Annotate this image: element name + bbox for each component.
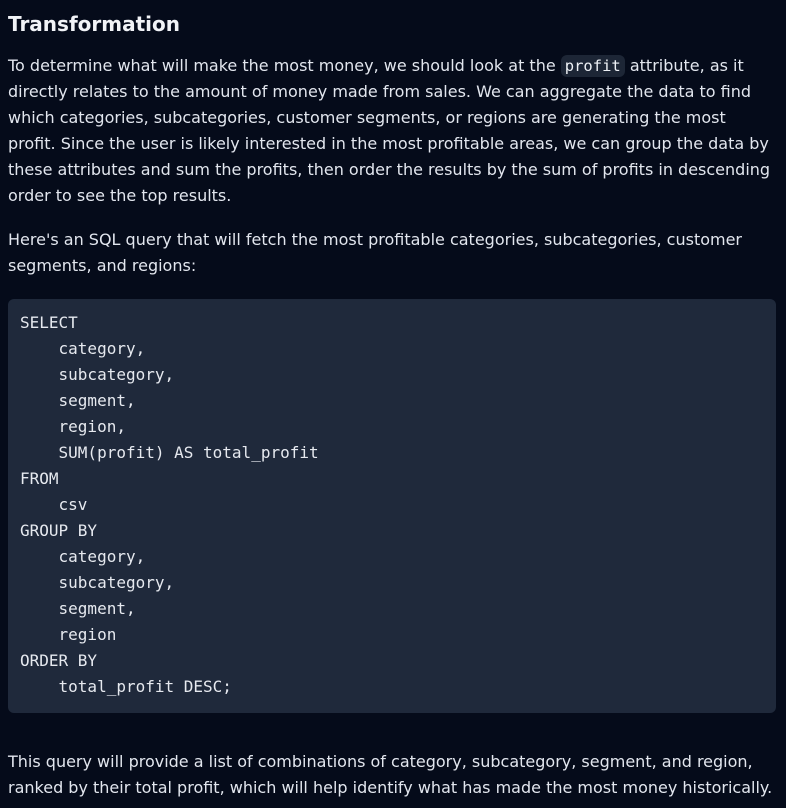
code-line: total_profit DESC;	[20, 677, 232, 696]
intro-text-after: attribute, as it directly relates to the amount of money made from sales. We can aggregate the data to find which categories, subcategories, customer segments, or regions are generating the most profit. Since the user is likely interested in the most profitable areas, we can group the data by these attributes and sum the profits, then order the results by the sum of profits in descending order to see the top results.	[8, 56, 771, 205]
code-line: segment,	[20, 599, 136, 618]
code-line: FROM	[20, 469, 59, 488]
sql-code-block[interactable]	[8, 299, 776, 713]
code-line: region,	[20, 417, 126, 436]
code-line: SELECT	[20, 313, 78, 332]
section-title: Transformation	[8, 12, 180, 36]
inline-code-profit: profit	[561, 55, 625, 77]
query-intro-paragraph: Here's an SQL query that will fetch the most profitable categories, subcategories, customer segments, and regions:	[8, 230, 743, 275]
code-line: GROUP BY	[20, 521, 98, 540]
intro-text-before: To determine what will make the most money, we should look at the	[8, 56, 561, 75]
code-line: SUM(profit) AS total_profit	[20, 443, 319, 462]
intro-paragraph	[8, 53, 778, 209]
code-line: category,	[20, 339, 146, 358]
code-line: ORDER BY	[20, 651, 98, 670]
code-line: csv	[20, 495, 88, 514]
summary-paragraph: This query will provide a list of combinations of category, subcategory, segment, and region, ranked by their total profit, which will help identify what has made the most money historically.	[8, 752, 773, 797]
code-line: region	[20, 625, 117, 644]
code-line: subcategory,	[20, 365, 175, 384]
code-line: segment,	[20, 391, 136, 410]
code-line: subcategory,	[20, 573, 175, 592]
code-line: category,	[20, 547, 146, 566]
